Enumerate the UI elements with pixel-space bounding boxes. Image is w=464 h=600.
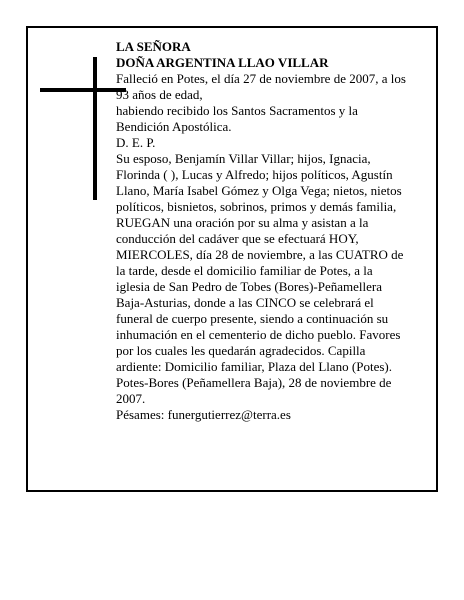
cross-vertical-bar [93,57,97,200]
request-line: inhumación en el cementerio de dicho pueblo. Favores [116,327,401,342]
heading-line-1: LA SEÑORA [116,39,191,54]
family-line: Florinda ( ), Lucas y Alfredo; hijos políticos, Agustín [116,167,393,182]
death-line-2: 93 años de edad, [116,87,203,102]
family-line: Llano, María Isabel Gómez y Olga Vega; nietos, nietos [116,183,402,198]
request-line: por los cuales les quedarán agradecidos. Capilla [116,343,366,358]
place-date-line-2: 2007. [116,391,146,406]
heading-line-2: DOÑA ARGENTINA LLAO VILLAR [116,55,329,70]
request-line: la tarde, desde el domicilio familiar de Potes, a la [116,263,373,278]
obituary-text [116,39,434,423]
family-line: Su esposo, Benjamín Villar Villar; hijos, Ignacia, [116,151,371,166]
request-line: iglesia de San Pedro de Tobes (Bores)-Peñamellera [116,279,382,294]
sacraments-line-1: habiendo recibido los Santos Sacramentos y la [116,103,358,118]
sacraments-line-2: Bendición Apostólica. [116,119,232,134]
cross-horizontal-bar [40,88,126,92]
request-line: MIERCOLES, día 28 de noviembre, a las CUATRO de [116,247,404,262]
request-line: ardiente: Domicilio familiar, Plaza del Llano (Potes). [116,359,393,374]
request-line: Baja-Asturias, donde a las CINCO se celebrará el [116,295,374,310]
request-line: funeral de cuerpo presente, siendo a continuación su [116,311,389,326]
condolences-line: Pésames: funergutierrez@terra.es [116,407,291,422]
request-line: conducción del cadáver que se efectuará HOY, [116,231,359,246]
obituary-frame [26,26,438,492]
death-line-1: Falleció en Potes, el día 27 de noviembre de 2007, a los [116,71,406,86]
request-line: RUEGAN una oración por su alma y asistan a la [116,215,369,230]
place-date-line-1: Potes-Bores (Peñamellera Baja), 28 de noviembre de [116,375,392,390]
dep-line: D. E. P. [116,135,156,150]
family-line: políticos, bisnietos, sobrinos, primos y demás familia, [116,199,397,214]
